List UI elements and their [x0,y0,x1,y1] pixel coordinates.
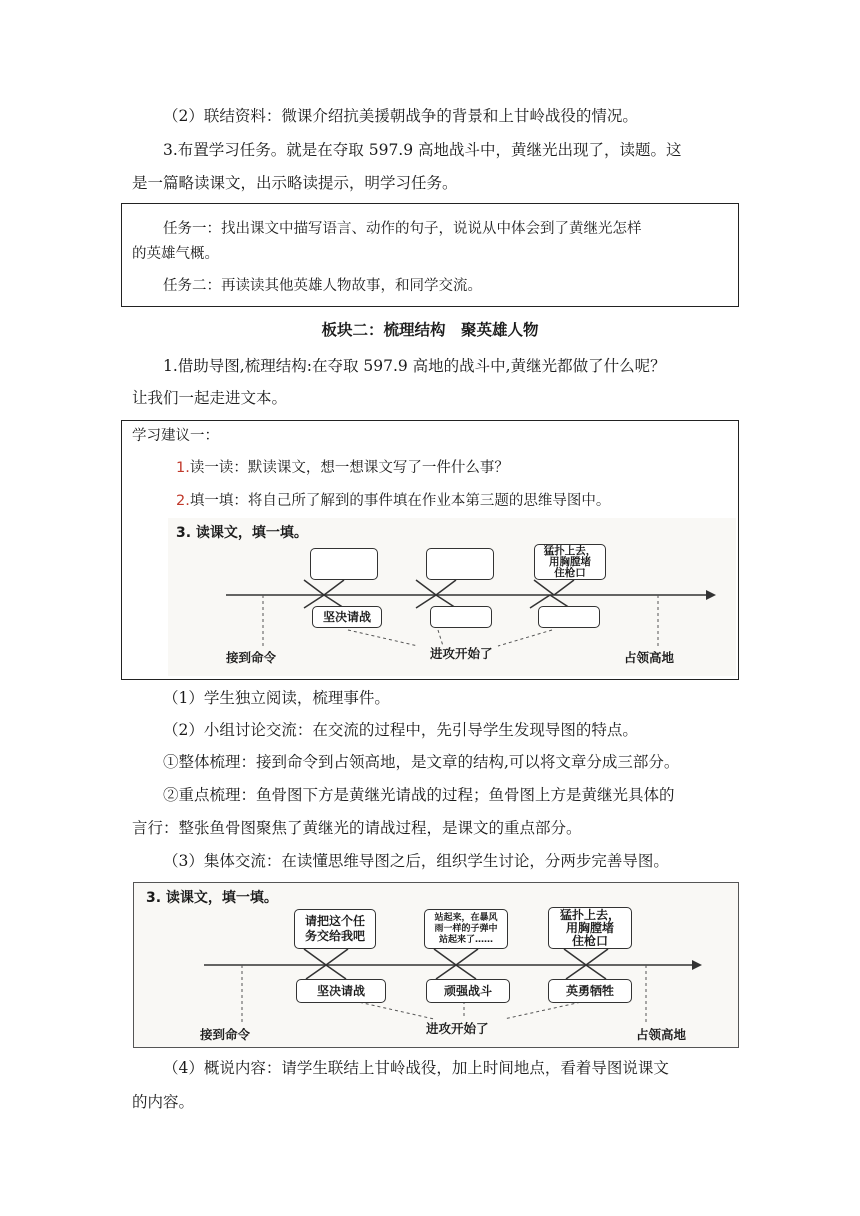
end-label: 占领高地 [636,1027,687,1042]
fishbone-bottom-box-3 [538,606,600,628]
step-3: ①整体梳理：接到命令到占领高地，是文章的结构,可以将文章分成三部分。 [163,753,680,771]
task-one-line1: 任务一：找出课文中描写语言、动作的句子，说说从中体会到了黄继光怎样 [163,221,642,237]
fishbone-bottom-box-1: 坚决请战 [312,606,382,628]
fishbone-bottom-box-3: 英勇牺牲 [548,979,632,1003]
fishbone-top-box-2 [426,548,494,580]
step-5: （3）集体交流：在读懂思维导图之后，组织学生讨论，分两步完善导图。 [163,852,669,870]
task-two: 任务二：再读读其他英雄人物故事，和同学交流。 [163,278,482,294]
fishbone-bottom-box-2 [430,606,492,628]
fishbone-diagram-completed [133,882,739,1048]
paragraph-task-assign-line2: 是一篇略读课文，出示略读提示，明学习任务。 [132,174,458,192]
suggestion-item-2 [176,485,610,517]
end-label: 占领高地 [624,650,675,665]
step-4-line2: 言行：整张鱼骨图聚焦了黄继光的请战过程，是课文的重点部分。 [132,819,582,837]
paragraph-task-assign-line1: 3.布置学习任务。就是在夺取 597.9 高地战斗中，黄继光出现了，读题。这 [163,141,682,159]
start-label: 接到命令 [226,650,277,665]
item-number: 2. [176,493,190,509]
suggestion-item-1 [176,452,509,484]
fishbone-bottom-box-2: 顽强战斗 [426,979,510,1003]
middle-label: 进攻开始了 [426,1021,489,1036]
section-intro-line1: 1.借助导图,梳理结构:在夺取 597.9 高地的战斗中,黄继光都做了什么呢？ [163,357,666,375]
fishbone-top-box-2: 站起来，在暴风 雨一样的子弹中 站起来了…… [424,909,508,949]
fishbone-top-box-3: 猛扑上去， 用胸膛堵 住枪口 [534,544,606,580]
task-one-line2: 的英雄气概。 [132,246,219,262]
step-2: （2）小组讨论交流：在交流的过程中，先引导学生发现导图的特点。 [163,721,638,739]
middle-label: 进攻开始了 [430,646,493,661]
fishbone-diagram-blank [168,518,736,676]
fishbone-top-box-1: 请把这个任 务交给我吧 [294,909,376,949]
step-1: （1）学生独立阅读，梳理事件。 [163,689,390,707]
item-text: 读一读：默读课文，想一想课文写了一件什么事？ [189,460,509,476]
diagram-title: 3. 读课文，填一填。 [146,890,278,906]
section-heading: 板块二：梳理结构 聚英雄人物 [321,320,539,339]
fishbone-top-box-3: 猛扑上去， 用胸膛堵 住枪口 [548,907,632,949]
step-4-summary-line1: （4）概说内容：请学生联结上甘岭战役，加上时间地点，看着导图说课文 [163,1059,669,1077]
item-number: 1. [176,460,190,476]
item-text: 填一填：将自己所了解到的事件填在作业本第三题的思维导图中。 [189,493,611,509]
start-label: 接到命令 [200,1027,251,1042]
step-4-summary-line2: 的内容。 [132,1093,195,1111]
fishbone-top-box-1 [310,548,378,580]
step-4-line1: ②重点梳理：鱼骨图下方是黄继光请战的过程；鱼骨图上方是黄继光具体的 [163,786,675,804]
diagram-title: 3. 读课文，填一填。 [176,525,308,541]
suggestion-title: 学习建议一： [132,428,219,444]
section-intro-line2: 让我们一起走进文本。 [132,389,288,407]
fishbone-bottom-box-1: 坚决请战 [296,979,386,1003]
paragraph-background: （2）联结资料：微课介绍抗美援朝战争的背景和上甘岭战役的情况。 [163,107,638,125]
